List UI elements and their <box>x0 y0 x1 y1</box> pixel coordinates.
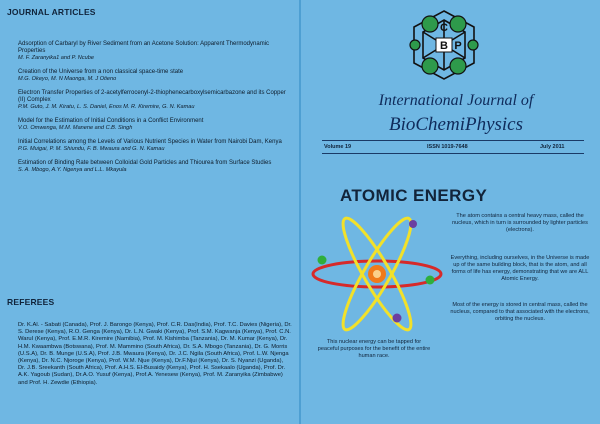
article-authors: S. A. Mbogo, A.Y. Ngenya and L.L. Mkayula <box>18 167 127 173</box>
atom-caption: This nuclear energy can be tapped for peaceful purposes for the benefit of the entire human race. <box>317 339 431 359</box>
article-authors: V.O. Omwenga, M.M. Manene and C.B. Singh <box>18 125 133 131</box>
article-item <box>18 118 290 132</box>
articles-list <box>18 41 290 181</box>
spine-divider <box>299 0 301 424</box>
article-title: Adsorption of Carbaryl by River Sediment from an Acetone Solution: Apparent Thermodynamic Properties <box>18 41 270 54</box>
article-item <box>18 90 290 111</box>
journal-title-line2: BioChemiPhysics <box>388 114 524 135</box>
top-rule <box>322 140 584 141</box>
articles-heading: JOURNAL ARTICLES <box>7 7 96 17</box>
paragraph-energy: Most of the energy is stored in central mass, called the nucleus, compared to that associated with the electrons, orbiting the nucleus. <box>450 302 590 322</box>
article-item <box>18 139 290 153</box>
electron <box>393 314 402 323</box>
atom-icon <box>302 208 452 344</box>
article-title: Estimation of Binding Rate between Colloidal Gold Particles and Thiourea from Surface Studies <box>18 160 272 166</box>
logo-letter-c: C <box>440 22 448 34</box>
article-item <box>18 69 290 83</box>
date-label: July 2011 <box>540 144 565 150</box>
referees-list: Dr. K.Al. - Sabati (Canada), Prof. J. Barongo (Kenya), Prof. C.R. Das(India), Prof. T.C. Davies (Nigeria), Dr. S. Derese (Kenya), R.O. Genga (Kenya), Dr. L.N. Gwaki (Kenya), Prof. S.M. Kagwanja (Kenya), Prof. C.N. WaruI (Kenya), Prof. E.M.R. Kiremire (Namibia), Prof. M. Kishimba (Tanzania), Dr. M. Kumar (Kenya), Dr. H.M. Kwaambwa (Botswana), Prof. M. Mammino (South Africa), Dr. S.A. Mbogo (Tanzania), Dr. G. Morris (U.S.A), Dr. B. Munge (U.S.A), Prof. J.B. Mwaura (Kenya), Dr. J.C. Ngila (South Africa), Prof. L.W. Njenga (Kenya), Dr. N.C. Njoroge (Kenya), Prof. W.M. Njue (Kenya), Dr.F.Njui (Kenya), Dr. S. Nyanzi (Uganda), Dr. J.B. Sreekanth (South Africa), Prof. A.H.S. El-Busaidy (Kenya), Prof. H. Ssekaalo (Uganda), Prof. Dr. A.K. Yagoub (Sudan), Dr.A.O. Yusuf (Kenya), Prof.A. Yenesew (Kenya), Prof. M. Zaranyika (Zimbabwe) and Prof. H. Zewdie (Ethiopia). <box>18 322 292 386</box>
article-authors: M. F. Zaranyika1 and P. Ncube <box>18 55 94 61</box>
logo-letter-p: P <box>454 40 462 52</box>
electron <box>318 256 327 265</box>
electron <box>409 220 417 228</box>
referees-heading: REFEREES <box>7 297 55 307</box>
article-title: Creation of the Universe from a non classical space-time state <box>18 69 184 75</box>
paragraph-universe: Everything, including ourselves, in the Universe is made up of the same building block, that is the atom, and all forms of life has energy, demonstrating that we are ALL Atomic Energy. <box>450 255 590 282</box>
article-title: Model for the Estimation of Initial Conditions in a Conflict Environment <box>18 118 204 124</box>
article-authors: P.M. Guto, J. M. Kiratu, L. S. Daniel, Enos M. R. Kiremire, G. N. Kamau <box>18 104 195 110</box>
article-authors: P.G. Muigai, P. M. Shiundu, F. B. Mwaura and G. N. Kamau <box>18 146 165 152</box>
hexagon-logo-icon <box>408 8 480 82</box>
bottom-rule <box>322 153 584 154</box>
article-authors: M.G. Okeyo, M. N Maonga, M. J Otieno <box>18 76 117 82</box>
electron <box>426 276 435 285</box>
article-title: Initial Correlations among the Levels of Various Nutrient Species in Water from Nairobi Dam, Kenya <box>18 139 282 145</box>
issn-label: ISSN 1019-7648 <box>427 144 468 150</box>
article-title: Electron Transfer Properties of 2-acetylferrocenyl-2-thiophenecarboxylsemicarbazone and its Copper (II) Complex <box>18 90 286 103</box>
logo-letter-b: B <box>440 40 448 52</box>
article-item <box>18 160 290 174</box>
article-item <box>18 41 290 62</box>
atomic-energy-heading: ATOMIC ENERGY <box>340 186 488 205</box>
journal-title-line1: International Journal of <box>378 92 534 109</box>
paragraph-nucleus: The atom contains a central heavy mass, called the nucleus, which in turn is surrounded by lighter particles (electrons). <box>452 213 588 233</box>
volume-label: Volume 19 <box>324 144 352 150</box>
